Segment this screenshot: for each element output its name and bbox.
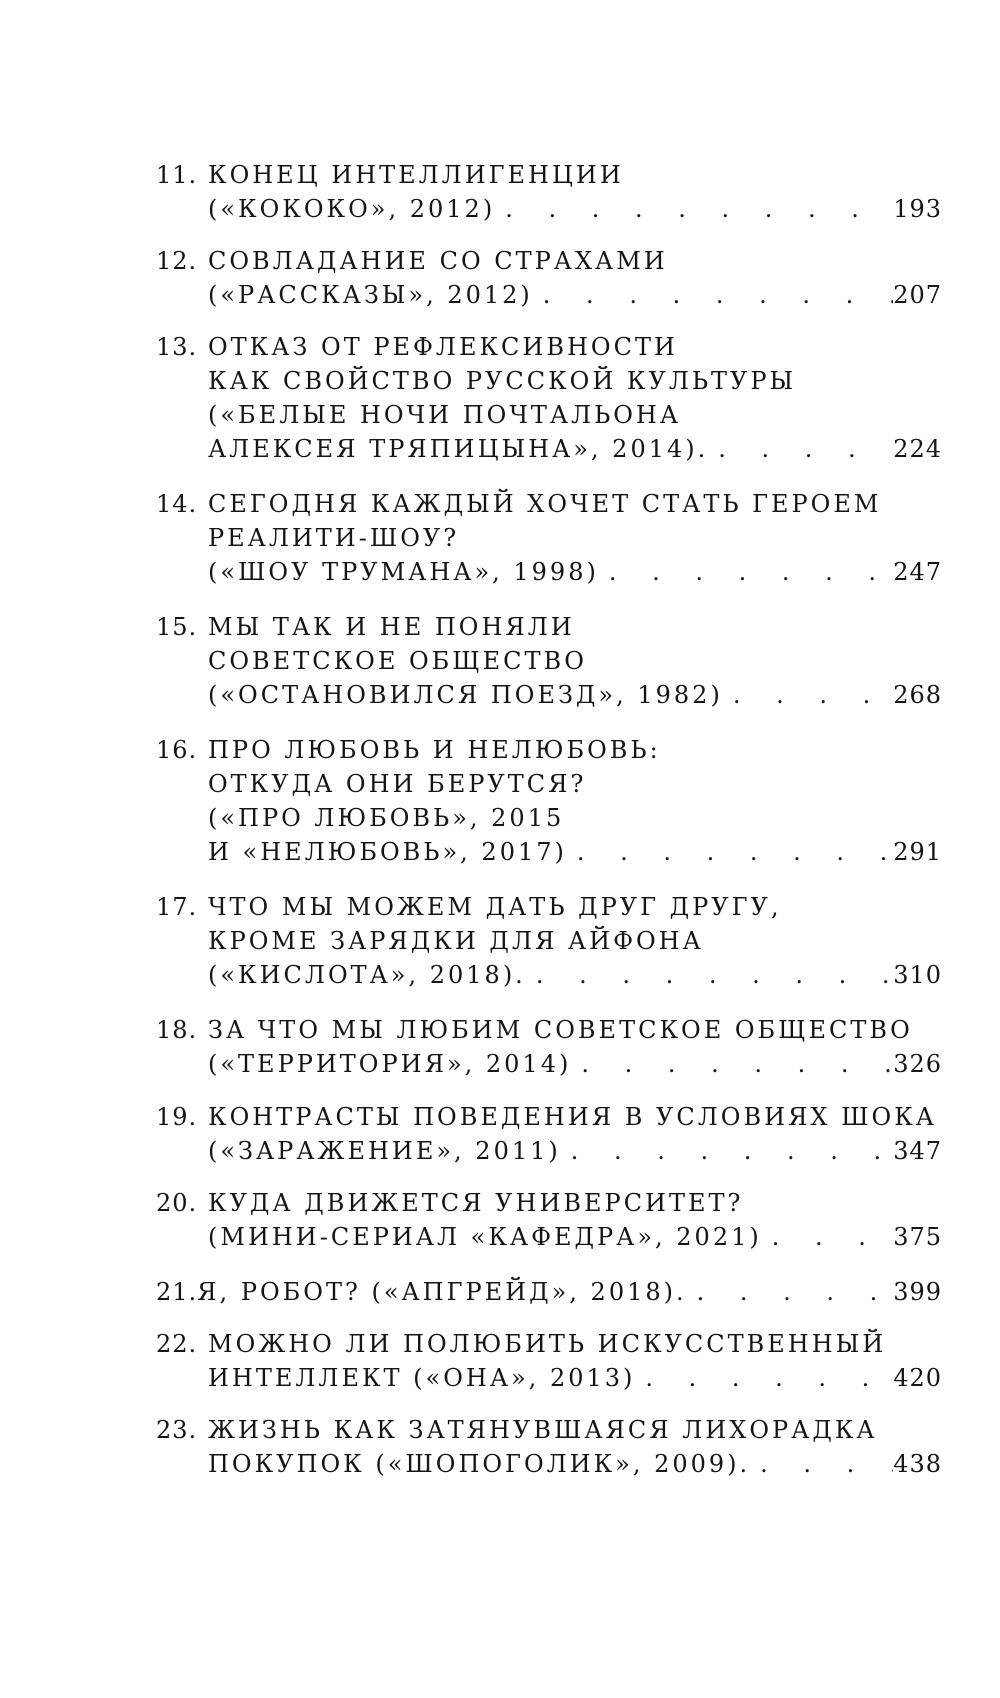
dot-leader: [571, 1047, 893, 1081]
toc-entry: [156, 1100, 942, 1168]
dot-leader: [723, 678, 893, 712]
entry-title-line: ПРО ЛЮБОВЬ И НЕЛЮБОВЬ:: [208, 736, 661, 764]
entry-title-line: ИНТЕЛЛЕКТ («ОНА», 2013): [208, 1364, 636, 1392]
dot-leader: [708, 432, 893, 466]
entry-title-line: СОВЕТСКОЕ ОБЩЕСТВО: [208, 647, 587, 675]
entry-title-line: («ШОУ ТРУМАНА», 1998): [208, 558, 599, 586]
dot-leader: [599, 555, 893, 589]
entry-title-line: («КОКОКО», 2012): [208, 195, 496, 223]
entry-title-line: ПОКУПОК («ШОПОГОЛИК», 2009).: [208, 1450, 751, 1478]
entry-number: 16.: [156, 736, 198, 764]
entry-title-line: («ЗАРАЖЕНИЕ», 2011): [208, 1137, 561, 1165]
entry-title-line: КРОМЕ ЗАРЯДКИ ДЛЯ АЙФОНА: [208, 927, 704, 955]
entry-title-line: («ПРО ЛЮБОВЬ», 2015: [208, 804, 565, 832]
page-number: 193: [893, 195, 942, 223]
entry-number: 21.: [156, 1278, 198, 1306]
entry-title-line: КАК СВОЙСТВО РУССКОЙ КУЛЬТУРЫ: [208, 367, 797, 395]
entry-title-line: («РАССКАЗЫ», 2012): [208, 281, 533, 309]
page-number: 291: [893, 838, 942, 866]
toc-entry: [156, 1275, 942, 1309]
toc-entry: [156, 487, 942, 589]
toc-entry: [156, 1013, 942, 1081]
entry-title-line: («ТЕРРИТОРИЯ», 2014): [208, 1050, 572, 1078]
entry-number: 20.: [156, 1189, 198, 1217]
entry-number: 22.: [156, 1330, 198, 1358]
dot-leader: [687, 1275, 894, 1309]
entry-title-line: (МИНИ-СЕРИАЛ «КАФЕДРА», 2021): [208, 1223, 762, 1251]
entry-title-line: ОТКУДА ОНИ БЕРУТСЯ?: [208, 770, 587, 798]
entry-number: 23.: [156, 1416, 198, 1444]
page-number: 399: [893, 1278, 942, 1306]
entry-title-line: ОТКАЗ ОТ РЕФЛЕКСИВНОСТИ: [208, 333, 678, 361]
entry-title-line: АЛЕКСЕЯ ТРЯПИЦЫНА», 2014).: [208, 435, 709, 463]
entry-title-line: МОЖНО ЛИ ПОЛЮБИТЬ ИСКУССТВЕННЫЙ: [208, 1330, 887, 1358]
entry-title-line: СОВЛАДАНИЕ СО СТРАХАМИ: [208, 247, 668, 275]
entry-title-line: КОНЕЦ ИНТЕЛЛИГЕНЦИИ: [208, 161, 624, 189]
toc-entry: [156, 733, 942, 869]
entry-number: 18.: [156, 1016, 198, 1044]
entry-title-line: ЖИЗНЬ КАК ЗАТЯНУВШАЯСЯ ЛИХОРАДКА: [208, 1416, 878, 1444]
toc-entry: [156, 158, 942, 226]
entry-number: 14.: [156, 490, 198, 518]
entry-number: 17.: [156, 893, 198, 921]
entry-number: 12.: [156, 247, 198, 275]
entry-title-line: СЕГОДНЯ КАЖДЫЙ ХОЧЕТ СТАТЬ ГЕРОЕМ: [208, 490, 882, 518]
page-number: 224: [893, 435, 942, 463]
page-number: 420: [893, 1364, 942, 1392]
entry-number: 13.: [156, 333, 198, 361]
toc-entry: [156, 1186, 942, 1254]
dot-leader: [750, 1447, 893, 1481]
entry-number: 11.: [156, 161, 198, 189]
page-number: 438: [893, 1450, 942, 1478]
toc-entry: [156, 244, 942, 312]
page-number: 207: [893, 281, 942, 309]
toc-entry: [156, 1413, 942, 1481]
dot-leader: [533, 278, 893, 312]
entry-title-line: («ОСТАНОВИЛСЯ ПОЕЗД», 1982): [208, 681, 723, 709]
entry-title-line: МЫ ТАК И НЕ ПОНЯЛИ: [208, 613, 575, 641]
page-number: 326: [893, 1050, 942, 1078]
dot-leader: [526, 958, 893, 992]
entry-title-line: («БЕЛЫЕ НОЧИ ПОЧТАЛЬОНА: [208, 401, 682, 429]
entry-number: 19.: [156, 1103, 198, 1131]
page-number: 347: [893, 1137, 942, 1165]
entry-title-line: И «НЕЛЮБОВЬ», 2017): [208, 838, 567, 866]
entry-number: 15.: [156, 613, 198, 641]
dot-leader: [495, 192, 893, 226]
page-number: 268: [893, 681, 942, 709]
toc-entry: [156, 330, 942, 466]
entry-title-line: ЧТО МЫ МОЖЕМ ДАТЬ ДРУГ ДРУГУ,: [208, 893, 782, 921]
entry-title-line: КОНТРАСТЫ ПОВЕДЕНИЯ В УСЛОВИЯХ ШОКА: [208, 1103, 937, 1131]
dot-leader: [762, 1220, 893, 1254]
entry-title-line: Я, РОБОТ? («АПГРЕЙД», 2018).: [197, 1278, 687, 1306]
toc-entry: [156, 1327, 942, 1395]
entry-title-line: («КИСЛОТА», 2018).: [208, 961, 526, 989]
toc-entry: [156, 890, 942, 992]
dot-leader: [561, 1134, 893, 1168]
page-number: 310: [893, 961, 942, 989]
page-number: 247: [893, 558, 942, 586]
entry-title-line: РЕАЛИТИ-ШОУ?: [208, 524, 460, 552]
page-number: 375: [893, 1223, 942, 1251]
toc-entry: [156, 610, 942, 712]
entry-title-line: КУДА ДВИЖЕТСЯ УНИВЕРСИТЕТ?: [208, 1189, 744, 1217]
entry-title-line: ЗА ЧТО МЫ ЛЮБИМ СОВЕТСКОЕ ОБЩЕСТВО: [208, 1016, 913, 1044]
dot-leader: [567, 835, 893, 869]
dot-leader: [635, 1361, 893, 1395]
